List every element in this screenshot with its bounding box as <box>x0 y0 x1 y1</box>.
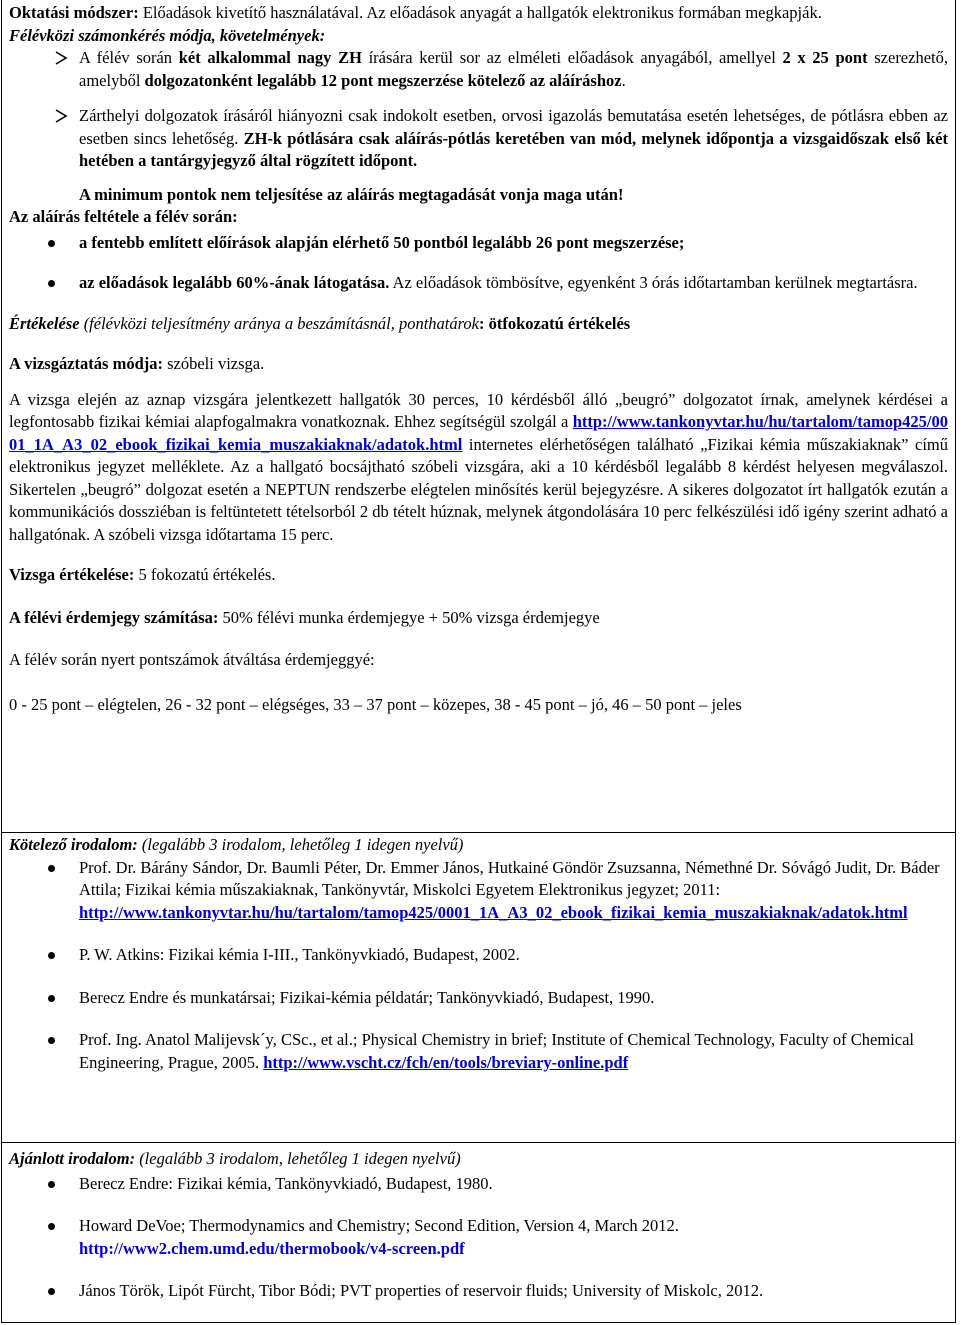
arrow-bullet-icon <box>51 47 71 69</box>
midterm-item-2: Zárthelyi dolgozatok írásáról hiányozni csak indokolt esetben, orvosi igazolás bemutatása esetén lehetséges, de pótlásra ebben az esetben sincs lehetőség. ZH-k pótlására csak aláírás-pótlás keretében van mód, melynek időpontja a vizsgaidőszak első két hetében a tantárgyjegyző által rögzített időpont. <box>9 105 948 173</box>
minimum-warning: A minimum pontok nem teljesítése az aláírás megtagadását vonja maga után! <box>79 184 624 204</box>
final-grade-line: A félévi érdemjegy számítása: 50% félévi munka érdemjegye + 50% vizsga érdemjegye <box>9 607 600 627</box>
signature-item-1: a fentebb említett előírások alapján elérhető 50 pontból legalább 26 pont megszerzése; <box>9 232 948 255</box>
method-paragraph <box>9 2 948 25</box>
recommended-item: Berecz Endre: Fizikai kémia, Tankönyvkiadó, Budapest, 1980. <box>9 1173 948 1196</box>
bullet-icon <box>48 1037 55 1044</box>
midterm-item-1: A félév során két alkalommal nagy ZH írására kerül sor az elméleti előadások anyagából, amellyel 2 x 25 pont szerezhető, amelyből dolgozatonként legalább 12 pont megszerzése kötelező az aláíráshoz. <box>9 47 948 92</box>
required-item: Prof. Ing. Anatol Malijevsk´y, CSc., et al.; Physical Chemistry in brief; Institute of Chemical Technology, Faculty of Chemical Engineering, Prague, 2005. http://www.vscht.cz/fch/en/tools/breviary-online.pdf <box>9 1029 948 1074</box>
bullet-icon <box>48 952 55 959</box>
exam-mode-line: A vizsgáztatás módja: szóbeli vizsga. <box>9 354 265 373</box>
required-item: P. W. Atkins: Fizikai kémia I-III., Tankönyvkiadó, Budapest, 2002. <box>9 944 948 967</box>
section-divider <box>1 1142 956 1143</box>
signature-heading: Az aláírás feltétele a félév során: <box>9 207 238 226</box>
section-divider <box>1 832 956 833</box>
conversion-scale: 0 - 25 pont – elégtelen, 26 - 32 pont – elégséges, 33 – 37 pont – közepes, 38 - 45 pont – jó, 46 – 50 pont – jeles <box>9 694 742 714</box>
bullet-icon <box>48 1181 55 1188</box>
method-label: Oktatási módszer: <box>9 3 139 22</box>
required-item: Prof. Dr. Bárány Sándor, Dr. Baumli Péter, Dr. Emmer János, Hutkainé Göndör Zsuzsanna, Némethné Dr. Sóvágó Judit, Dr. Báder Attila; Fizikai kémia műszakiaknak, Tankönyvtár, Miskolci Egyetem Elektronikus jegyzet; 2011: http://www.tankonyvtar.hu/hu/tartalom/tamop425/0001_1A_A3_02_ebook_fizikai_kemia_muszakiaknak/adatok.html <box>9 857 948 925</box>
recommended-item: János Török, Lipót Fürcht, Tibor Bódi; PVT properties of reservoir fluids; University of Miskolc, 2012. <box>9 1280 948 1303</box>
conversion-title: A félév során nyert pontszámok átváltása érdemjeggyé: <box>9 650 375 669</box>
required-item: Berecz Endre és munkatársai; Fizikai-kémia példatár; Tankönyvkiadó, Budapest, 1990. <box>9 987 948 1010</box>
method-section <box>1 2 956 716</box>
thermobook-link[interactable]: http://www2.chem.umd.edu/thermobook/v4-screen.pdf <box>79 1238 465 1258</box>
signature-item-2: az előadások legalább 60%-ának látogatása. Az előadások tömbösítve, egyenként 3 órás időtartamban kerülnek megtartásra. <box>9 272 948 295</box>
required-item-link[interactable]: http://www.tankonyvtar.hu/hu/tartalom/tamop425/0001_1A_A3_02_ebook_fizikai_kemia_muszakiaknak/adatok.html <box>79 902 908 922</box>
bullet-icon <box>48 995 55 1002</box>
exam-description: A vizsga elején az aznap vizsgára jelentkezett hallgatók 30 perces, 10 kérdésből álló „beugró” dolgozatot írnak, amelynek kérdései a legfontosabb fizikai kémiai alapfogalmakra vonatkoznak. Ehhez segítségül szolgál a http://www.tankonyvtar.hu/hu/tartalom/tamop425/0001_1A_A3_02_ebook_fizikai_kemia_muszakiaknak/adatok.html internetes elérhetőségen található „Fizikai kémia műszakiaknak” című elektronikus jegyzet melléklete. Az a hallgató bocsájtható szóbeli vizsgára, aki a 10 kérdésből legalább 8 kérdést helyesen megválaszol. Sikertelen „beugró” dolgozat esetén a NEPTUN rendszerbe elégtelen minősítés kerül bejegyzésre. A sikeres dolgozatot írt hallgatók ezután a kommunikációs dossziéban is feltüntetett tételsorból 2 db tételt húznak, melynek átgondolására 10 perc felkészülési idő igény szerint adható a hallgatónak. A szóbeli vizsga időtartama 15 perc. <box>9 389 948 544</box>
arrow-bullet-icon <box>51 105 71 127</box>
bullet-icon <box>48 1288 55 1295</box>
required-heading: Kötelező irodalom: (legalább 3 irodalom, lehetőleg 1 idegen nyelvű) <box>9 835 464 854</box>
bullet-icon <box>48 865 55 872</box>
method-text: Előadások kivetítő használatával. Az előadások anyagát a hallgatók elektronikus formában megkapják. <box>138 3 822 22</box>
bullet-icon <box>48 280 55 287</box>
recommended-literature-section <box>1 1148 956 1303</box>
evaluation-line: Értékelése (félévközi teljesítmény aránya a beszámításnál, ponthatárok: ötfokozatú értékelés <box>9 313 631 333</box>
recommended-item: Howard DeVoe; Thermodynamics and Chemistry; Second Edition, Version 4, March 2012. http://www2.chem.umd.edu/thermobook/v4-screen.pdf <box>9 1215 948 1260</box>
required-literature-section <box>1 834 956 1074</box>
recommended-heading: Ajánlott irodalom: (legalább 3 irodalom, lehetőleg 1 idegen nyelvű) <box>9 1149 461 1168</box>
bullet-icon <box>48 240 55 247</box>
bullet-icon <box>48 1223 55 1230</box>
exam-evaluation-line: Vizsga értékelése: 5 fokozatú értékelés. <box>9 565 276 584</box>
breviary-link[interactable]: http://www.vscht.cz/fch/en/tools/breviary-online.pdf <box>263 1052 629 1072</box>
midterm-heading: Félévközi számonkérés módja, követelmények: <box>9 25 326 45</box>
ebook-link[interactable]: http://www.tankonyvtar.hu/hu/tartalom/tamop425/0001_1A_A3_02_ebook_fizikai_kemia_muszakiaknak/adatok.html <box>9 412 948 454</box>
